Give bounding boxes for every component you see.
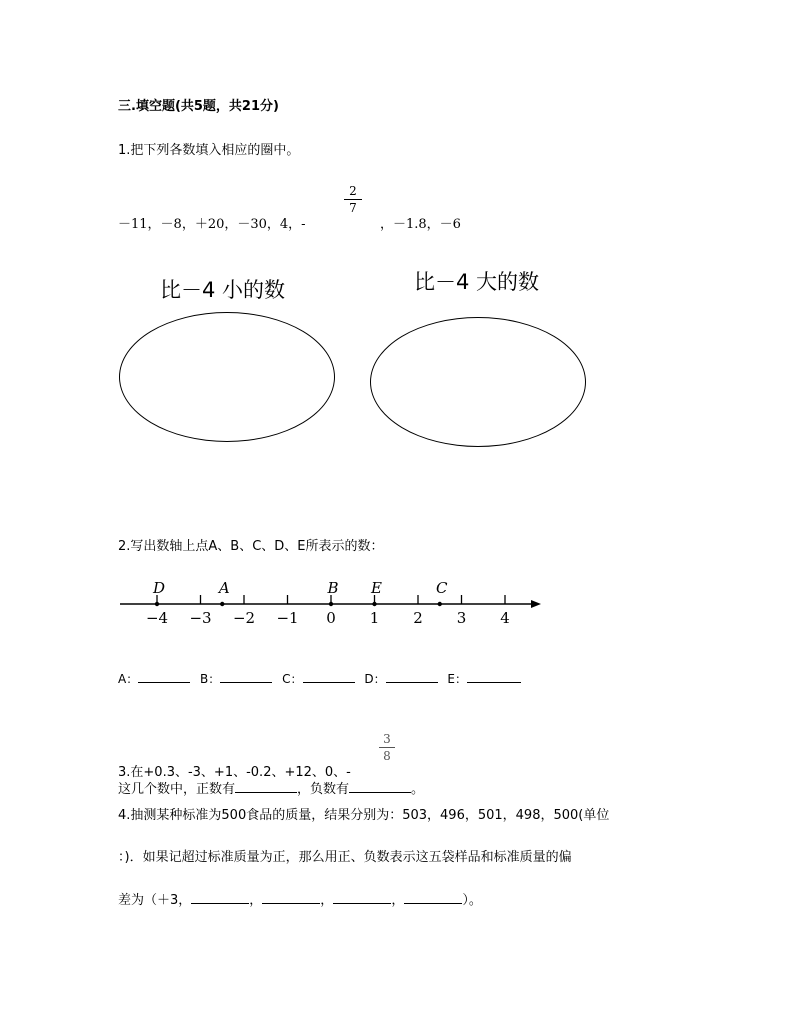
q1-prompt: 1.把下列各数填入相应的圈中。 — [118, 143, 300, 158]
axis-tick-label: 1 — [369, 609, 380, 627]
answer-label-a: A： — [118, 672, 139, 686]
answer-blank-c[interactable] — [303, 682, 355, 683]
q3-fraction-numerator: 3 — [383, 732, 391, 746]
axis-tick-label: −2 — [232, 609, 256, 627]
q1-fraction-numerator: 2 — [349, 184, 357, 198]
point-label-b: B — [327, 579, 339, 597]
q3-line1: 3.在+0.3、-3、+1、-0.2、+12、0、- — [118, 765, 351, 780]
q2-prompt: 2.写出数轴上点A、B、C、D、E所表示的数： — [118, 539, 384, 554]
q3-positive-label: 这几个数中，正数有 — [118, 782, 236, 797]
negative-numbers-blank[interactable] — [349, 792, 411, 793]
answer-blank-e[interactable] — [467, 682, 521, 683]
deviation-blank-3[interactable] — [333, 903, 391, 904]
point-label-d: D — [152, 579, 166, 597]
circle-left-label: 比－4 小的数 — [160, 278, 286, 302]
q2-answers — [118, 670, 521, 687]
answer-blank-d[interactable] — [386, 682, 438, 683]
axis-tick-label: −1 — [276, 609, 299, 627]
axis-arrow-icon — [531, 600, 541, 608]
q4-line3 — [118, 889, 482, 908]
circle-right-label: 比－4 大的数 — [414, 270, 540, 294]
deviation-blank-2[interactable] — [262, 903, 320, 904]
q3-negative-label: ，负数有 — [297, 782, 350, 797]
q1-numbers-after: ，－1.8，－6 — [380, 217, 461, 232]
q1-fraction-denominator: 7 — [349, 201, 357, 215]
answer-blank-a[interactable] — [138, 682, 190, 683]
point-d — [155, 602, 159, 606]
axis-tick-label: 0 — [326, 609, 336, 627]
point-c — [438, 602, 442, 606]
q4-sep: ， — [320, 893, 334, 908]
answer-label-b: B： — [200, 672, 221, 686]
section-title: 三.填空题(共5题，共21分) — [118, 99, 279, 114]
q4-line3-prefix: 差为（＋3， — [118, 893, 192, 908]
point-e — [372, 602, 376, 606]
axis-tick-label: −4 — [145, 609, 169, 627]
q4-line3-end: ）。 — [462, 893, 482, 908]
axis-tick-label: 4 — [500, 609, 510, 627]
axis-tick-label: 2 — [413, 609, 423, 627]
q4-line2: ：)．如果记超过标准质量为正，那么用正、负数表示这五袋样品和标准质量的偏 — [118, 850, 572, 865]
answer-label-d: D： — [364, 672, 386, 686]
answer-label-e: E： — [447, 672, 467, 686]
answer-label-c: C： — [282, 672, 303, 686]
deviation-blank-1[interactable] — [191, 903, 249, 904]
q4-line1: 4.抽测某种标准为500食品的质量，结果分别为：503，496，501，498，500(单位 — [118, 808, 610, 823]
q3-fraction — [379, 732, 395, 763]
point-label-a: A — [218, 579, 230, 597]
point-label-c: C — [436, 579, 448, 597]
q1-numbers-before: －11，－8，＋20，－30，4，- — [118, 217, 306, 232]
q4-sep: ， — [391, 893, 405, 908]
q4-sep: ， — [249, 893, 263, 908]
point-b — [329, 602, 333, 606]
point-label-e: E — [371, 579, 382, 597]
deviation-blank-4[interactable] — [404, 903, 462, 904]
answer-blank-b[interactable] — [220, 682, 272, 683]
q3-fraction-denominator: 8 — [383, 749, 391, 763]
axis-tick-label: −3 — [189, 609, 212, 627]
point-a — [220, 602, 224, 606]
positive-numbers-blank[interactable] — [235, 792, 297, 793]
fraction-bar — [379, 747, 395, 748]
q3-line-end: 。 — [411, 782, 425, 797]
q3-line2 — [118, 778, 424, 797]
axis-tick-label: 3 — [456, 609, 467, 627]
